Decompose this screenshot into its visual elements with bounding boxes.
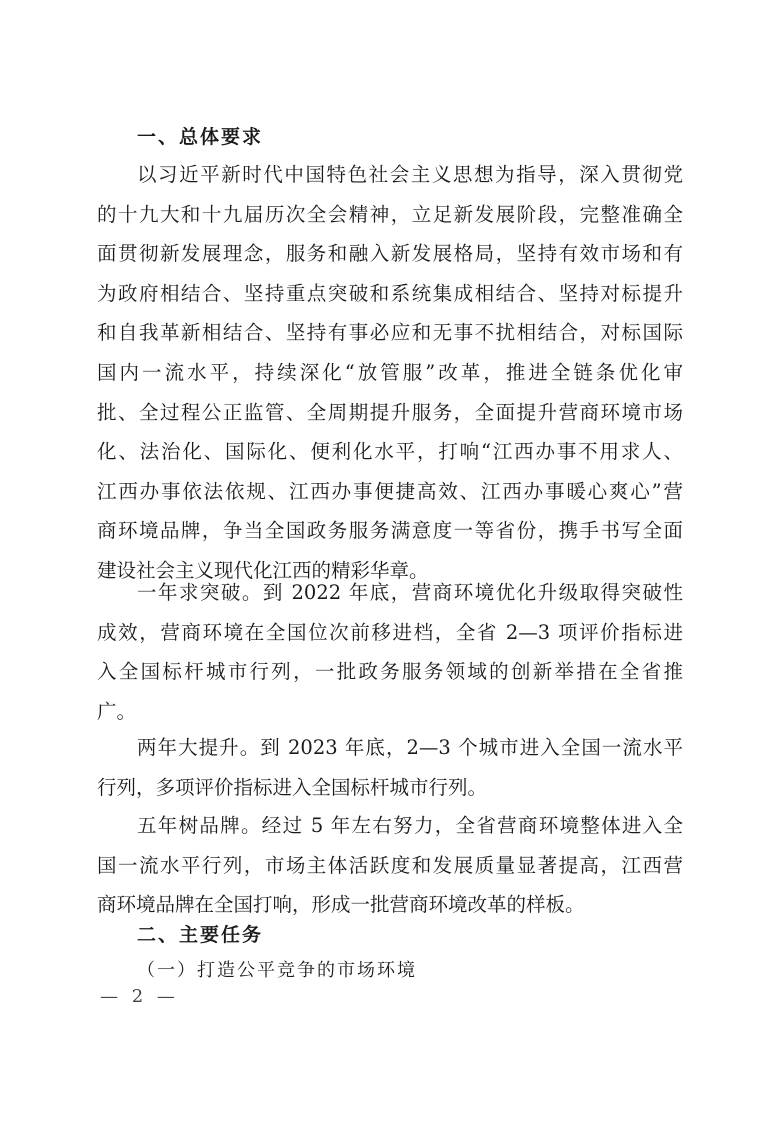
text-line: 两年大提升。到 2023 年底，2—3 个城市进入全国一流水平 [137,736,683,759]
text-line: 入全国标杆城市行列，一批政务服务领域的创新举措在全省推 [97,660,683,684]
paragraph-five-year-goal [97,806,683,925]
text-line: 商环境品牌在全国打响，形成一批营商环境改革的样板。 [97,893,585,917]
subsection-heading-fair-competition: （一）打造公平竞争的市场环境 [137,960,417,981]
text-line: 五年树品牌。经过 5 年左右努力，全省营商环境整体进入全 [137,814,683,837]
page-number: — 2 — [100,986,179,1007]
text-line: 商环境品牌，争当全国政务服务满意度一等省份，携手书写全面 [97,519,683,543]
text-line: 广。 [97,699,137,723]
text-line: 国内一流水平，持续深化“放管服”改革，推进全链条优化审 [97,360,683,384]
text-line: 行列，多项评价指标进入全国标杆城市行列。 [97,775,488,799]
text-line: 国一流水平行列，市场主体活跃度和发展质量显著提高，江西营 [97,853,683,877]
text-line: 化、法治化、国际化、便利化水平，打响“江西办事不用求人、 [97,440,683,464]
text-line: 成效，营商环境在全国位次前移进档，全省 2—3 项评价指标进 [97,620,683,644]
paragraph-two-year-goal [97,728,683,807]
text-line: 面贯彻新发展理念，服务和融入新发展格局，坚持有效市场和有 [97,242,683,266]
paragraph-one-year-goal [97,573,683,731]
text-line: 以习近平新时代中国特色社会主义思想为指导，深入贯彻党 [137,163,683,186]
paragraph-guiding-ideology [97,155,683,591]
text-line: 的十九大和十九届历次全会精神，立足新发展阶段，完整准确全 [97,202,683,226]
text-line: 和自我革新相结合、坚持有事必应和无事不扰相结合，对标国际 [97,321,683,345]
section-heading-overall-requirements: 一、总体要求 [137,126,264,148]
text-line: 江西办事依法依规、江西办事便捷高效、江西办事暖心爽心”营 [97,479,683,503]
section-heading-main-tasks: 二、主要任务 [137,924,264,946]
text-line: 一年求突破。到 2022 年底，营商环境优化升级取得突破性 [137,581,683,604]
text-line: 为政府相结合、坚持重点突破和系统集成相结合、坚持对标提升 [97,281,683,305]
text-line: 建设社会主义现代化江西的精彩华章。 [97,558,429,582]
text-line: 批、全过程公正监管、全周期提升服务，全面提升营商环境市场 [97,400,683,424]
